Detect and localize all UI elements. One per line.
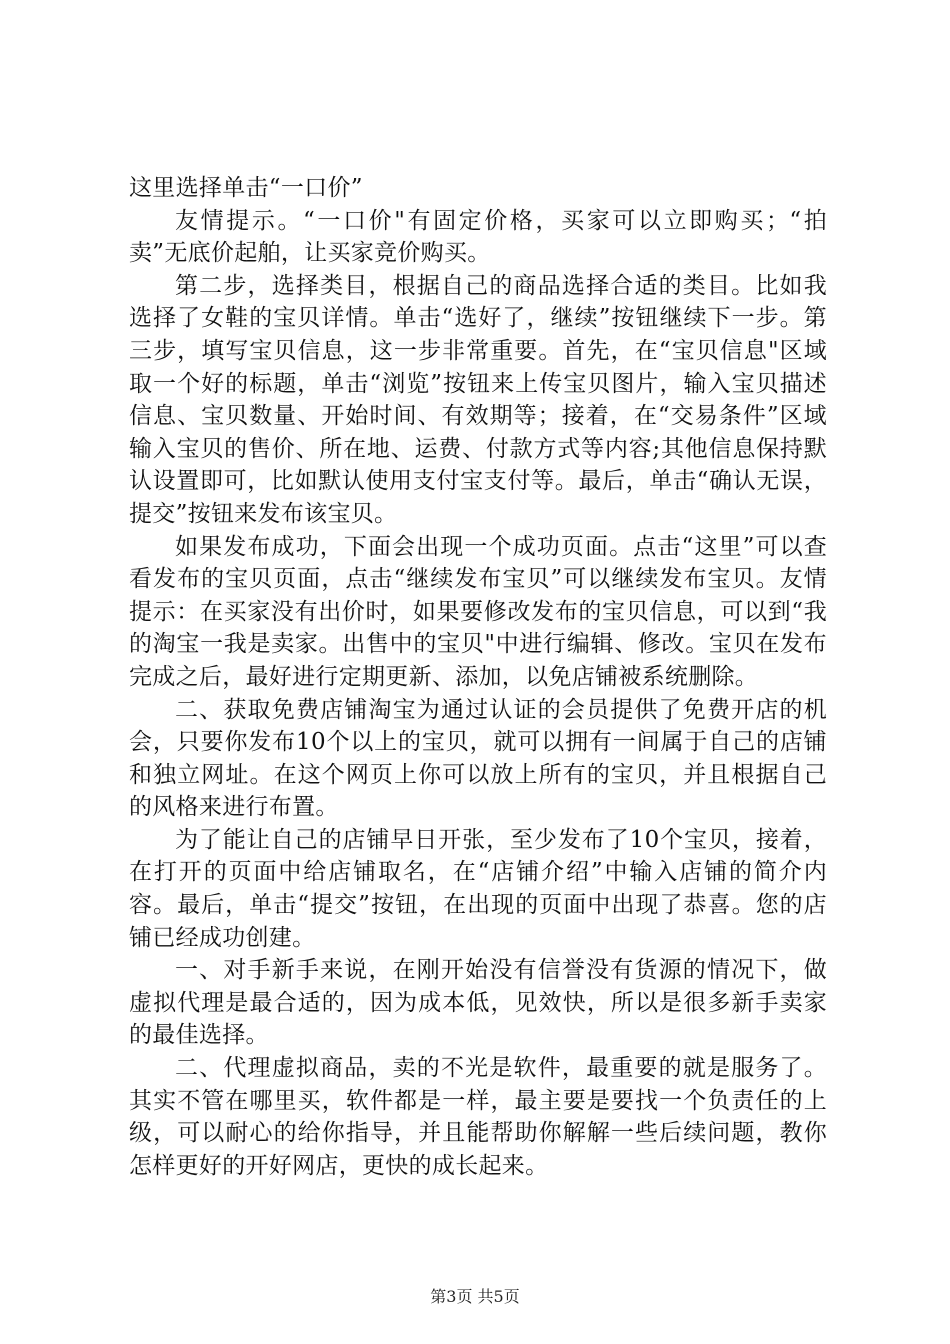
paragraph-7: 一、对手新手来说，在刚开始没有信誉没有货源的情况下，做虚拟代理是最合适的，因为成本低，见效快，所以是很多新手卖家的最佳选择。	[129, 957, 827, 1049]
paragraph-5: 二、获取免费店铺淘宝为通过认证的会员提供了免费开店的机会，只要你发布10个以上的宝贝，就可以拥有一间属于自己的店铺和独立网址。在这个网页上你可以放上所有的宝贝，并且根据自己的风格来进行布置。	[129, 696, 827, 821]
page-number-footer: 第3页 共5页	[430, 1287, 520, 1306]
paragraph-8: 二、代理虚拟商品，卖的不光是软件，最重要的就是服务了。其实不管在哪里买，软件都是一样，最主要是要找一个负责任的上级，可以耐心的给你指导，并且能帮助你解解一些后续问题，教你怎样更好的开好网店，更快的成长起来。	[129, 1055, 827, 1179]
document-body	[129, 172, 827, 1182]
paragraph-4: 如果发布成功，下面会出现一个成功页面。点击“这里”可以查看发布的宝贝页面，点击“继续发布宝贝”可以继续发布宝贝。友情提示：在买家没有出价时，如果要修改发布的宝贝信息，可以到“我的淘宝一我是卖家。出售中的宝贝"中进行编辑、修改。宝贝在发布完成之后，最好进行定期更新、添加，以免店铺被系统删除。	[129, 533, 827, 690]
paragraph-1: 这里选择单击“一口价”	[129, 175, 363, 201]
paragraph-3: 第二步，选择类目，根据自己的商品选择合适的类目。比如我选择了女鞋的宝贝详情。单击“选好了，继续”按钮继续下一步。第三步，填写宝贝信息，这一步非常重要。首先，在“宝贝信息"区域取一个好的标题，单击“浏览”按钮来上传宝贝图片，输入宝贝描述信息、宝贝数量、开始时间、有效期等；接着，在“交易条件”区域输入宝贝的售价、所在地、运费、付款方式等内容;其他信息保持默认设置即可，比如默认使用支付宝支付等。最后，单击“确认无误，提交”按钮来发布该宝贝。	[129, 272, 827, 527]
paragraph-6: 为了能让自己的店铺早日开张，至少发布了10个宝贝，接着，在打开的页面中给店铺取名，在“店铺介绍”中输入店铺的简介内容。最后，单击“提交”按钮，在出现的页面中出现了恭喜。您的店铺已经成功创建。	[129, 826, 827, 951]
paragraph-2: 友情提示。“一口价"有固定价格，买家可以立即购买；“拍卖”无底价起舶，让买家竞价购买。	[129, 207, 827, 267]
